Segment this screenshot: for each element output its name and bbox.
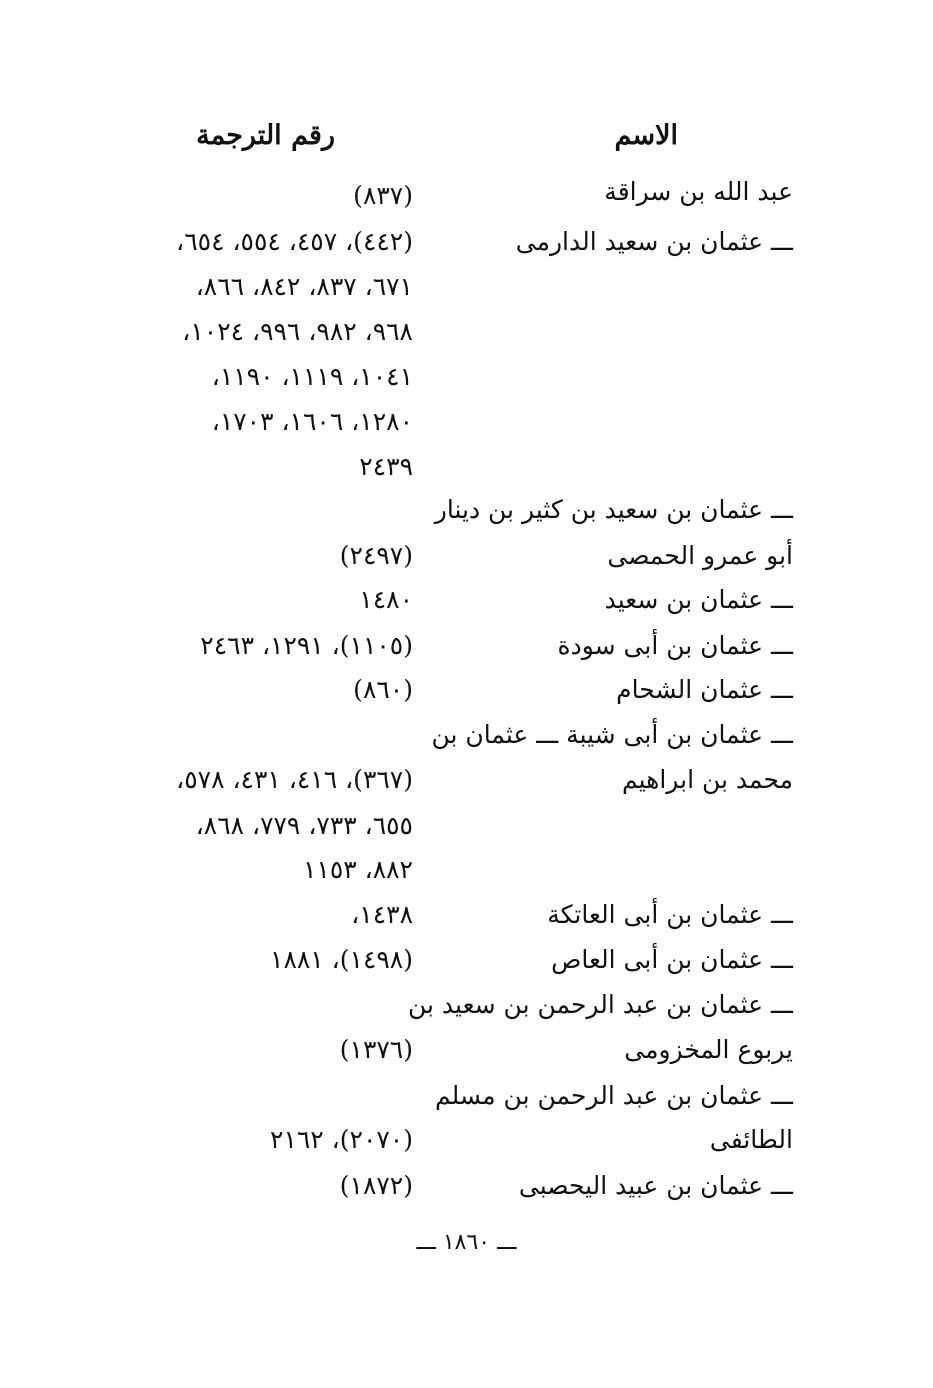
entry-name: ـــ عثمان بن سعيد bbox=[604, 585, 793, 614]
entry-name: الطائفى bbox=[709, 1125, 793, 1154]
entry-numbers: (١٤٩٨)، ١٨٨١ bbox=[270, 945, 413, 974]
entry-numbers: ١٢٨٠، ١٦٠٦، ١٧٠٣، bbox=[211, 407, 413, 436]
entry-numbers: ١٠٤١، ١١١٩، ١١٩٠، bbox=[211, 362, 413, 391]
entry-numbers: (٨٦٠) bbox=[353, 675, 413, 704]
entry-name: محمد بن ابراهيم bbox=[622, 765, 793, 794]
entry-numbers: (٨٣٧) bbox=[353, 181, 413, 210]
entry-numbers: (٢٠٧٠)، ٢١٦٢ bbox=[270, 1125, 413, 1154]
entry-name: أبو عمرو الحمصى bbox=[607, 541, 793, 570]
entry-numbers: (٤٤٢)، ٤٥٧، ٥٥٤، ٦٥٤، bbox=[176, 227, 413, 256]
page-number: ـــ ١٨٦٠ ـــ bbox=[416, 1230, 517, 1255]
entry-numbers: (١٨٧٢) bbox=[339, 1171, 413, 1200]
entry-numbers: ١٤٨٠ bbox=[359, 585, 413, 614]
entry-name: ـــ عثمان بن أبى العاتكة bbox=[547, 900, 793, 929]
entry-numbers: (١١٠٥)، ١٢٩١، ٢٤٦٣ bbox=[200, 631, 413, 660]
entry-numbers: (١٣٧٦) bbox=[339, 1035, 413, 1064]
entry-numbers: (٢٤٩٧) bbox=[339, 541, 413, 570]
entry-name: ـــ عثمان بن أبى شيبة ـــ عثمان بن bbox=[431, 720, 793, 749]
column-header-name: الاسم bbox=[614, 120, 678, 151]
entry-numbers: ٢٤٣٩ bbox=[359, 452, 413, 481]
entry-name: ـــ عثمان بن أبى سودة bbox=[557, 631, 793, 660]
entry-name: ـــ عثمان بن عبد الرحمن بن مسلم bbox=[434, 1081, 793, 1110]
entry-name: ـــ عثمان بن سعيد الدارمى bbox=[515, 227, 793, 256]
entry-numbers: ٩٦٨، ٩٨٢، ٩٩٦، ١٠٢٤، bbox=[182, 317, 413, 346]
entry-numbers: ٦٥٥، ٧٣٣، ٧٧٩، ٨٦٨، bbox=[195, 811, 413, 840]
entry-name: ـــ عثمان بن عبيد اليحصبى bbox=[518, 1171, 793, 1200]
entry-name: ـــ عثمان بن عبد الرحمن بن سعيد بن bbox=[407, 990, 793, 1019]
entry-numbers: ٦٧١، ٨٣٧، ٨٤٢، ٨٦٦، bbox=[195, 272, 413, 301]
entry-name: ـــ عثمان بن سعيد بن كثير بن دينار bbox=[434, 495, 793, 524]
entry-numbers: (٣٦٧)، ٤١٦، ٤٣١، ٥٧٨، bbox=[176, 765, 413, 794]
entry-numbers: ٨٨٢، ١١٥٣ bbox=[302, 855, 413, 884]
entry-name: ـــ عثمان الشحام bbox=[616, 675, 793, 704]
column-header-number: رقم الترجمة bbox=[196, 120, 335, 151]
entry-name: يربوع المخزومى bbox=[624, 1035, 793, 1064]
entry-name: عبد الله بن سراقة bbox=[604, 177, 793, 206]
entry-name: ـــ عثمان بن أبى العاص bbox=[551, 945, 793, 974]
entry-numbers: ١٤٣٨، bbox=[351, 900, 413, 929]
